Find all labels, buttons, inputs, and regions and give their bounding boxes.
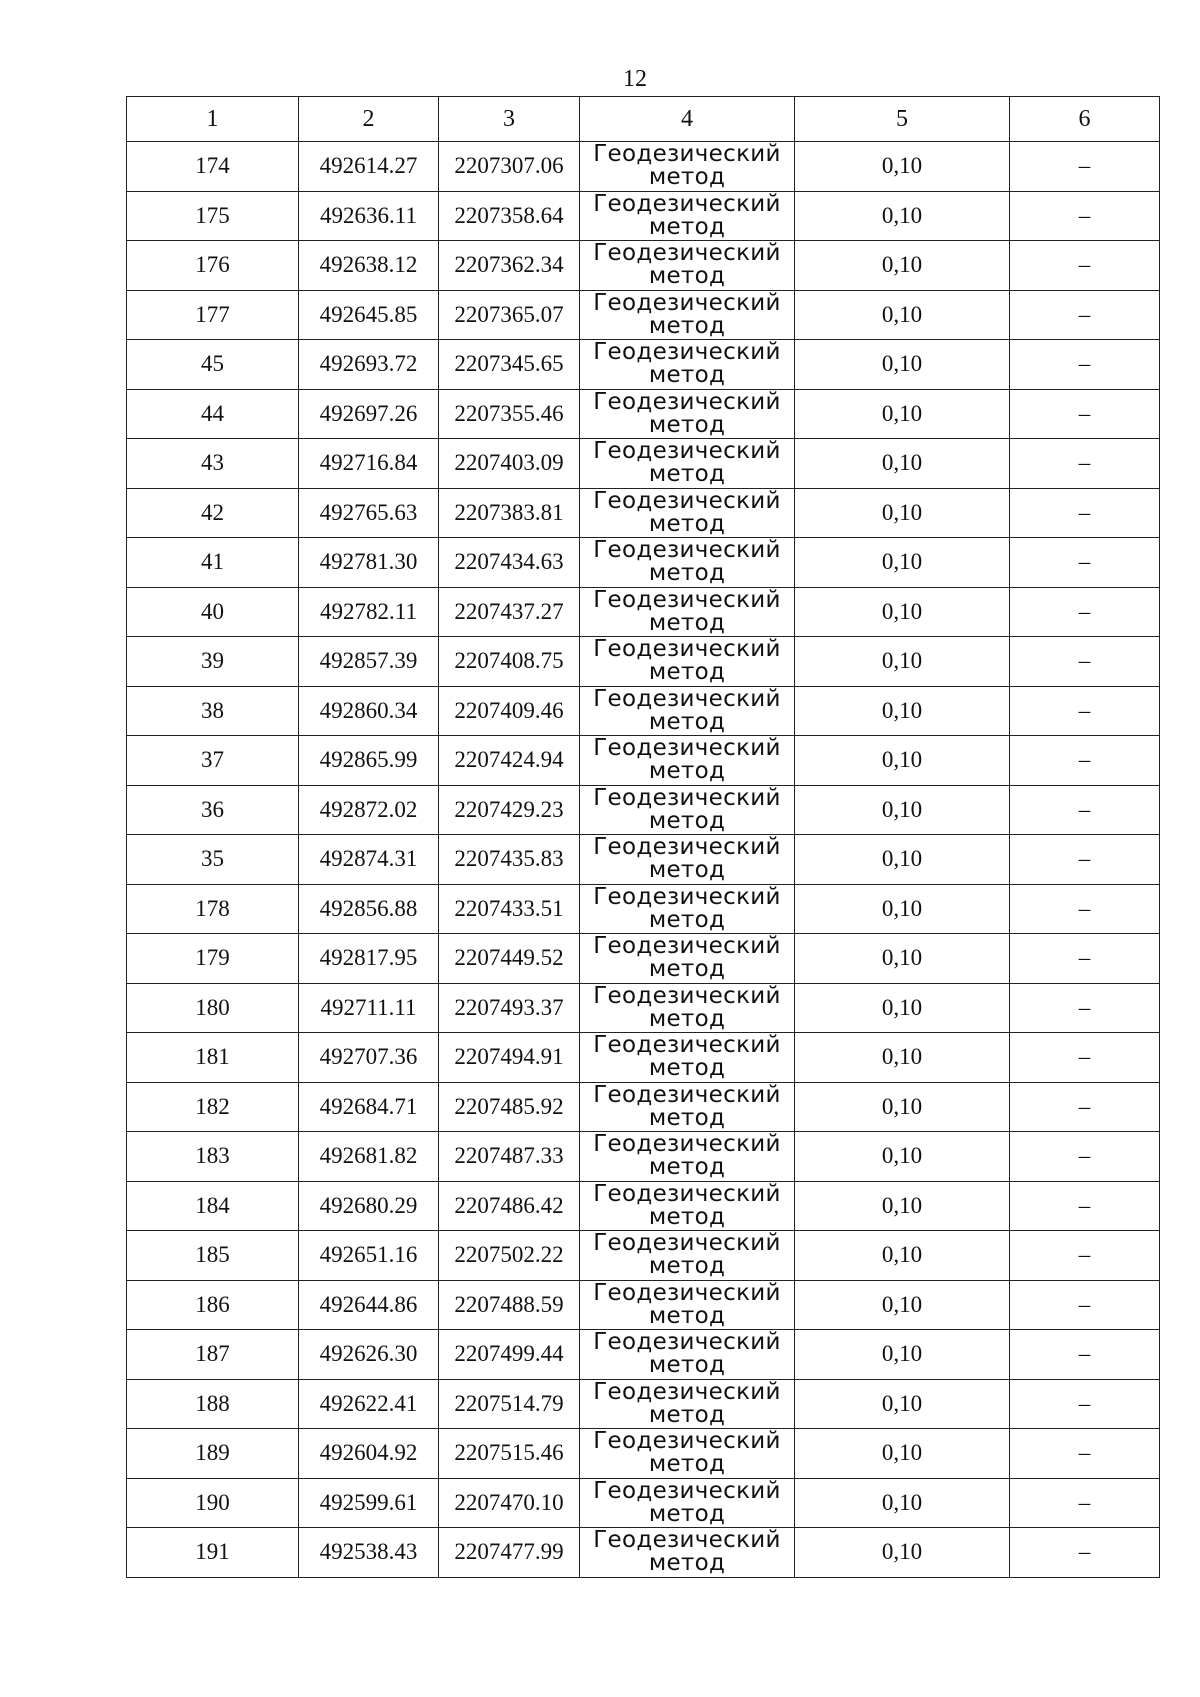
column-header-6: 6 xyxy=(1010,97,1160,142)
method-line-1: Геодезический xyxy=(593,1379,781,1405)
x-coordinate-cell: 492622.41 xyxy=(299,1379,439,1429)
table-row xyxy=(127,1033,1160,1083)
table-row xyxy=(127,637,1160,687)
y-coordinate-cell: 2207409.46 xyxy=(439,686,580,736)
note-cell: – xyxy=(1010,736,1160,786)
table-row xyxy=(127,1429,1160,1479)
accuracy-cell: 0,10 xyxy=(795,1132,1010,1182)
accuracy-cell: 0,10 xyxy=(795,1082,1010,1132)
table-row xyxy=(127,241,1160,291)
accuracy-cell: 0,10 xyxy=(795,1379,1010,1429)
accuracy-cell: 0,10 xyxy=(795,142,1010,192)
point-number-cell: 182 xyxy=(127,1082,299,1132)
table-row xyxy=(127,1082,1160,1132)
note-cell: – xyxy=(1010,587,1160,637)
table-row xyxy=(127,1478,1160,1528)
accuracy-cell: 0,10 xyxy=(795,290,1010,340)
y-coordinate-cell: 2207433.51 xyxy=(439,884,580,934)
accuracy-cell: 0,10 xyxy=(795,191,1010,241)
method-cell xyxy=(580,1231,795,1281)
note-cell: – xyxy=(1010,191,1160,241)
method-line-1: Геодезический xyxy=(593,884,781,910)
y-coordinate-cell: 2207470.10 xyxy=(439,1478,580,1528)
accuracy-cell: 0,10 xyxy=(795,736,1010,786)
table-row xyxy=(127,587,1160,637)
method-line-2: метод xyxy=(648,1302,726,1329)
column-header-3: 3 xyxy=(439,97,580,142)
point-number-cell: 38 xyxy=(127,686,299,736)
method-line-2: метод xyxy=(648,411,726,438)
accuracy-cell: 0,10 xyxy=(795,637,1010,687)
method-line-2: метод xyxy=(648,758,726,785)
table-row xyxy=(127,835,1160,885)
method-line-2: метод xyxy=(648,659,726,686)
table-row xyxy=(127,983,1160,1033)
table-body xyxy=(127,142,1160,1578)
method-line-1: Геодезический xyxy=(593,785,781,811)
y-coordinate-cell: 2207307.06 xyxy=(439,142,580,192)
accuracy-cell: 0,10 xyxy=(795,983,1010,1033)
accuracy-cell: 0,10 xyxy=(795,587,1010,637)
point-number-cell: 187 xyxy=(127,1330,299,1380)
method-line-2: метод xyxy=(648,510,726,537)
x-coordinate-cell: 492645.85 xyxy=(299,290,439,340)
y-coordinate-cell: 2207485.92 xyxy=(439,1082,580,1132)
method-line-2: метод xyxy=(648,1253,726,1280)
method-cell xyxy=(580,637,795,687)
accuracy-cell: 0,10 xyxy=(795,884,1010,934)
method-cell xyxy=(580,538,795,588)
method-line-1: Геодезический xyxy=(593,636,781,663)
accuracy-cell: 0,10 xyxy=(795,1280,1010,1330)
accuracy-cell: 0,10 xyxy=(795,1429,1010,1479)
note-cell: – xyxy=(1010,439,1160,489)
y-coordinate-cell: 2207429.23 xyxy=(439,785,580,835)
note-cell: – xyxy=(1010,538,1160,588)
y-coordinate-cell: 2207493.37 xyxy=(439,983,580,1033)
table-row xyxy=(127,1330,1160,1380)
point-number-cell: 178 xyxy=(127,884,299,934)
y-coordinate-cell: 2207365.07 xyxy=(439,290,580,340)
note-cell: – xyxy=(1010,835,1160,885)
note-cell: – xyxy=(1010,637,1160,687)
note-cell: – xyxy=(1010,241,1160,291)
column-header-5: 5 xyxy=(795,97,1010,142)
table-row xyxy=(127,1528,1160,1578)
table-row xyxy=(127,1280,1160,1330)
method-cell xyxy=(580,934,795,984)
method-line-2: метод xyxy=(648,609,726,636)
note-cell: – xyxy=(1010,340,1160,390)
method-line-1: Геодезический xyxy=(593,1329,781,1356)
y-coordinate-cell: 2207435.83 xyxy=(439,835,580,885)
x-coordinate-cell: 492782.11 xyxy=(299,587,439,637)
method-line-1: Геодезический xyxy=(593,1478,781,1504)
method-line-1: Геодезический xyxy=(593,1230,781,1257)
method-line-2: метод xyxy=(648,1451,726,1478)
note-cell: – xyxy=(1010,290,1160,340)
y-coordinate-cell: 2207355.46 xyxy=(439,389,580,439)
method-line-2: метод xyxy=(648,312,726,339)
method-line-1: Геодезический xyxy=(593,438,781,465)
method-cell xyxy=(580,1181,795,1231)
method-cell xyxy=(580,1528,795,1578)
note-cell: – xyxy=(1010,983,1160,1033)
method-line-1: Геодезический xyxy=(593,240,781,267)
y-coordinate-cell: 2207502.22 xyxy=(439,1231,580,1281)
method-line-2: метод xyxy=(648,1005,726,1032)
table-row xyxy=(127,389,1160,439)
coordinates-table xyxy=(126,96,1160,1578)
method-cell xyxy=(580,1379,795,1429)
method-cell xyxy=(580,340,795,390)
method-line-2: метод xyxy=(648,1401,726,1428)
x-coordinate-cell: 492711.11 xyxy=(299,983,439,1033)
method-cell xyxy=(580,736,795,786)
method-cell xyxy=(580,587,795,637)
page-number: 12 xyxy=(623,66,647,92)
method-line-1: Геодезический xyxy=(593,686,781,712)
point-number-cell: 45 xyxy=(127,340,299,390)
method-line-2: метод xyxy=(648,1550,726,1577)
point-number-cell: 181 xyxy=(127,1033,299,1083)
point-number-cell: 40 xyxy=(127,587,299,637)
method-cell xyxy=(580,884,795,934)
point-number-cell: 35 xyxy=(127,835,299,885)
table-row xyxy=(127,191,1160,241)
method-cell xyxy=(580,1478,795,1528)
point-number-cell: 41 xyxy=(127,538,299,588)
method-line-2: метод xyxy=(648,1203,726,1230)
table-row xyxy=(127,1231,1160,1281)
note-cell: – xyxy=(1010,1181,1160,1231)
x-coordinate-cell: 492860.34 xyxy=(299,686,439,736)
note-cell: – xyxy=(1010,1082,1160,1132)
y-coordinate-cell: 2207499.44 xyxy=(439,1330,580,1380)
x-coordinate-cell: 492874.31 xyxy=(299,835,439,885)
note-cell: – xyxy=(1010,1330,1160,1380)
note-cell: – xyxy=(1010,1528,1160,1578)
x-coordinate-cell: 492636.11 xyxy=(299,191,439,241)
note-cell: – xyxy=(1010,389,1160,439)
note-cell: – xyxy=(1010,1132,1160,1182)
accuracy-cell: 0,10 xyxy=(795,785,1010,835)
x-coordinate-cell: 492865.99 xyxy=(299,736,439,786)
method-line-2: метод xyxy=(648,1104,726,1131)
method-line-1: Геодезический xyxy=(593,587,781,613)
accuracy-cell: 0,10 xyxy=(795,1231,1010,1281)
point-number-cell: 185 xyxy=(127,1231,299,1281)
point-number-cell: 42 xyxy=(127,488,299,538)
note-cell: – xyxy=(1010,934,1160,984)
method-line-1: Геодезический xyxy=(593,1181,781,1207)
y-coordinate-cell: 2207515.46 xyxy=(439,1429,580,1479)
note-cell: – xyxy=(1010,1478,1160,1528)
method-line-2: метод xyxy=(648,263,726,290)
method-line-2: метод xyxy=(648,560,726,587)
method-cell xyxy=(580,1033,795,1083)
method-line-2: метод xyxy=(648,461,726,488)
table-row xyxy=(127,934,1160,984)
accuracy-cell: 0,10 xyxy=(795,241,1010,291)
x-coordinate-cell: 492638.12 xyxy=(299,241,439,291)
point-number-cell: 174 xyxy=(127,142,299,192)
x-coordinate-cell: 492693.72 xyxy=(299,340,439,390)
method-cell xyxy=(580,389,795,439)
x-coordinate-cell: 492817.95 xyxy=(299,934,439,984)
point-number-cell: 183 xyxy=(127,1132,299,1182)
note-cell: – xyxy=(1010,142,1160,192)
method-cell xyxy=(580,686,795,736)
table-row xyxy=(127,785,1160,835)
method-cell xyxy=(580,785,795,835)
method-line-2: метод xyxy=(648,1500,726,1527)
method-line-1: Геодезический xyxy=(593,1131,781,1158)
table-row xyxy=(127,290,1160,340)
table-row xyxy=(127,1379,1160,1429)
column-header-1: 1 xyxy=(127,97,299,142)
accuracy-cell: 0,10 xyxy=(795,1181,1010,1231)
method-line-1: Геодезический xyxy=(593,1280,781,1306)
method-cell xyxy=(580,1429,795,1479)
x-coordinate-cell: 492681.82 xyxy=(299,1132,439,1182)
method-line-2: метод xyxy=(648,362,726,389)
table-row xyxy=(127,884,1160,934)
point-number-cell: 190 xyxy=(127,1478,299,1528)
point-number-cell: 36 xyxy=(127,785,299,835)
method-cell xyxy=(580,835,795,885)
method-cell xyxy=(580,488,795,538)
column-header-2: 2 xyxy=(299,97,439,142)
y-coordinate-cell: 2207383.81 xyxy=(439,488,580,538)
x-coordinate-cell: 492604.92 xyxy=(299,1429,439,1479)
accuracy-cell: 0,10 xyxy=(795,1478,1010,1528)
x-coordinate-cell: 492651.16 xyxy=(299,1231,439,1281)
y-coordinate-cell: 2207477.99 xyxy=(439,1528,580,1578)
note-cell: – xyxy=(1010,1033,1160,1083)
point-number-cell: 189 xyxy=(127,1429,299,1479)
y-coordinate-cell: 2207403.09 xyxy=(439,439,580,489)
method-line-2: метод xyxy=(648,164,726,191)
table-row xyxy=(127,538,1160,588)
table-header-row xyxy=(127,97,1160,142)
accuracy-cell: 0,10 xyxy=(795,538,1010,588)
table-row xyxy=(127,686,1160,736)
accuracy-cell: 0,10 xyxy=(795,439,1010,489)
point-number-cell: 39 xyxy=(127,637,299,687)
method-line-1: Геодезический xyxy=(593,389,781,415)
note-cell: – xyxy=(1010,884,1160,934)
x-coordinate-cell: 492765.63 xyxy=(299,488,439,538)
x-coordinate-cell: 492716.84 xyxy=(299,439,439,489)
y-coordinate-cell: 2207424.94 xyxy=(439,736,580,786)
point-number-cell: 188 xyxy=(127,1379,299,1429)
method-line-1: Геодезический xyxy=(593,735,781,762)
y-coordinate-cell: 2207488.59 xyxy=(439,1280,580,1330)
x-coordinate-cell: 492707.36 xyxy=(299,1033,439,1083)
x-coordinate-cell: 492680.29 xyxy=(299,1181,439,1231)
point-number-cell: 191 xyxy=(127,1528,299,1578)
accuracy-cell: 0,10 xyxy=(795,1033,1010,1083)
note-cell: – xyxy=(1010,1429,1160,1479)
method-line-1: Геодезический xyxy=(593,834,781,861)
x-coordinate-cell: 492599.61 xyxy=(299,1478,439,1528)
method-line-1: Геодезический xyxy=(593,1032,781,1059)
point-number-cell: 37 xyxy=(127,736,299,786)
accuracy-cell: 0,10 xyxy=(795,1528,1010,1578)
x-coordinate-cell: 492781.30 xyxy=(299,538,439,588)
y-coordinate-cell: 2207486.42 xyxy=(439,1181,580,1231)
method-line-1: Геодезический xyxy=(593,191,781,217)
y-coordinate-cell: 2207345.65 xyxy=(439,340,580,390)
method-line-1: Геодезический xyxy=(593,488,781,514)
y-coordinate-cell: 2207408.75 xyxy=(439,637,580,687)
method-cell xyxy=(580,290,795,340)
table-row xyxy=(127,439,1160,489)
table-row xyxy=(127,1181,1160,1231)
accuracy-cell: 0,10 xyxy=(795,835,1010,885)
point-number-cell: 184 xyxy=(127,1181,299,1231)
method-cell xyxy=(580,1330,795,1380)
accuracy-cell: 0,10 xyxy=(795,686,1010,736)
method-cell xyxy=(580,142,795,192)
table-row xyxy=(127,488,1160,538)
method-line-1: Геодезический xyxy=(593,1082,781,1108)
y-coordinate-cell: 2207358.64 xyxy=(439,191,580,241)
accuracy-cell: 0,10 xyxy=(795,488,1010,538)
method-cell xyxy=(580,1082,795,1132)
method-line-1: Геодезический xyxy=(593,537,781,564)
method-line-1: Геодезический xyxy=(593,339,781,366)
point-number-cell: 175 xyxy=(127,191,299,241)
y-coordinate-cell: 2207437.27 xyxy=(439,587,580,637)
table-row xyxy=(127,340,1160,390)
method-line-2: метод xyxy=(648,1055,726,1082)
x-coordinate-cell: 492872.02 xyxy=(299,785,439,835)
method-line-2: метод xyxy=(648,708,726,735)
method-line-2: метод xyxy=(648,956,726,983)
method-line-2: метод xyxy=(648,807,726,834)
point-number-cell: 44 xyxy=(127,389,299,439)
x-coordinate-cell: 492857.39 xyxy=(299,637,439,687)
y-coordinate-cell: 2207514.79 xyxy=(439,1379,580,1429)
y-coordinate-cell: 2207494.91 xyxy=(439,1033,580,1083)
x-coordinate-cell: 492856.88 xyxy=(299,884,439,934)
method-line-1: Геодезический xyxy=(593,1527,781,1554)
method-line-2: метод xyxy=(648,213,726,240)
point-number-cell: 179 xyxy=(127,934,299,984)
method-line-2: метод xyxy=(648,1154,726,1181)
y-coordinate-cell: 2207449.52 xyxy=(439,934,580,984)
y-coordinate-cell: 2207362.34 xyxy=(439,241,580,291)
x-coordinate-cell: 492644.86 xyxy=(299,1280,439,1330)
note-cell: – xyxy=(1010,1231,1160,1281)
method-line-1: Геодезический xyxy=(593,1428,781,1455)
method-cell xyxy=(580,1132,795,1182)
x-coordinate-cell: 492626.30 xyxy=(299,1330,439,1380)
y-coordinate-cell: 2207434.63 xyxy=(439,538,580,588)
accuracy-cell: 0,10 xyxy=(795,1330,1010,1380)
x-coordinate-cell: 492697.26 xyxy=(299,389,439,439)
accuracy-cell: 0,10 xyxy=(795,389,1010,439)
x-coordinate-cell: 492614.27 xyxy=(299,142,439,192)
point-number-cell: 186 xyxy=(127,1280,299,1330)
point-number-cell: 180 xyxy=(127,983,299,1033)
point-number-cell: 177 xyxy=(127,290,299,340)
method-cell xyxy=(580,1280,795,1330)
y-coordinate-cell: 2207487.33 xyxy=(439,1132,580,1182)
x-coordinate-cell: 492684.71 xyxy=(299,1082,439,1132)
note-cell: – xyxy=(1010,488,1160,538)
method-line-1: Геодезический xyxy=(593,290,781,316)
method-cell xyxy=(580,439,795,489)
method-line-2: метод xyxy=(648,857,726,884)
method-line-2: метод xyxy=(648,906,726,933)
method-cell xyxy=(580,191,795,241)
method-line-2: метод xyxy=(648,1352,726,1379)
note-cell: – xyxy=(1010,686,1160,736)
table-row xyxy=(127,1132,1160,1182)
note-cell: – xyxy=(1010,1379,1160,1429)
accuracy-cell: 0,10 xyxy=(795,934,1010,984)
method-cell xyxy=(580,241,795,291)
table-row xyxy=(127,736,1160,786)
method-cell xyxy=(580,983,795,1033)
point-number-cell: 176 xyxy=(127,241,299,291)
point-number-cell: 43 xyxy=(127,439,299,489)
table-row xyxy=(127,142,1160,192)
note-cell: – xyxy=(1010,785,1160,835)
method-line-1: Геодезический xyxy=(593,141,781,168)
method-line-1: Геодезический xyxy=(593,933,781,960)
note-cell: – xyxy=(1010,1280,1160,1330)
accuracy-cell: 0,10 xyxy=(795,340,1010,390)
x-coordinate-cell: 492538.43 xyxy=(299,1528,439,1578)
column-header-4: 4 xyxy=(580,97,795,142)
method-line-1: Геодезический xyxy=(593,983,781,1009)
